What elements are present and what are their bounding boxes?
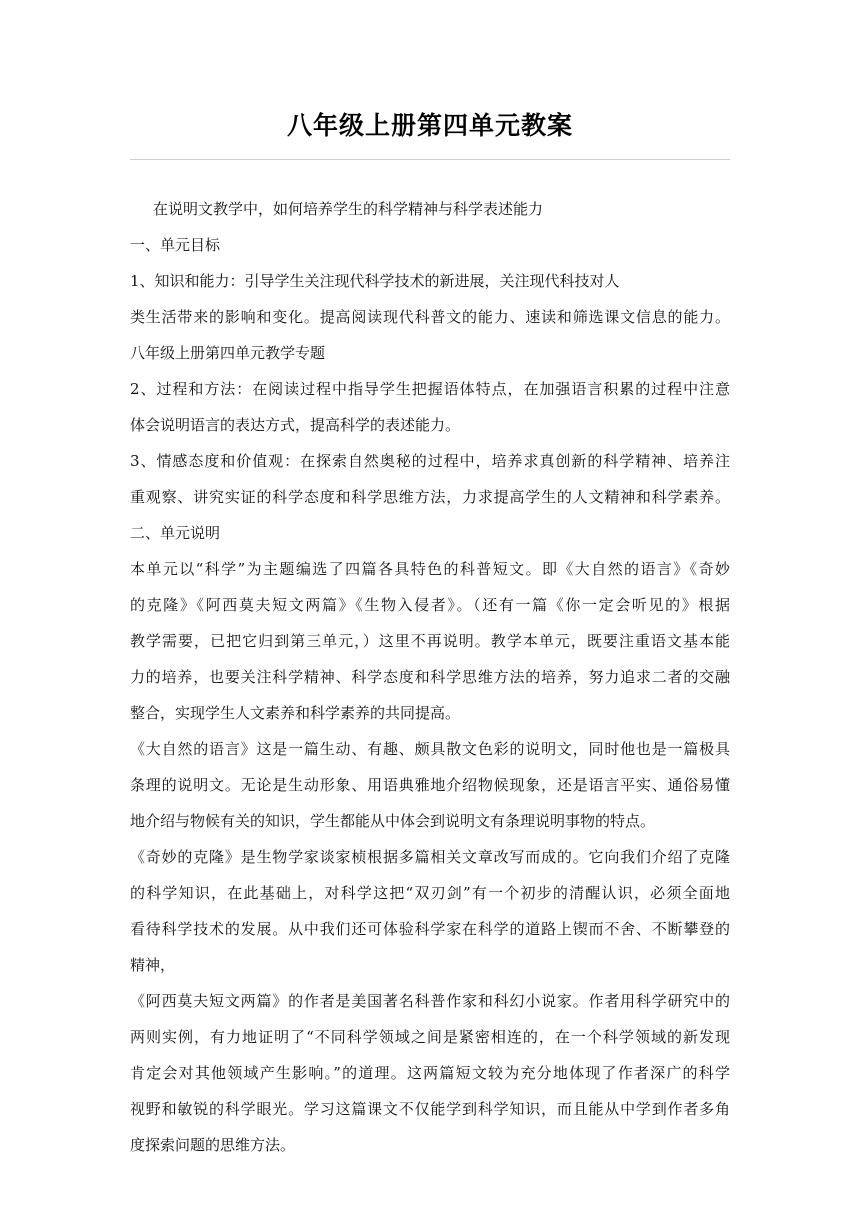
line-gap xyxy=(130,368,730,375)
line-gap xyxy=(130,224,730,231)
description-line: 的克隆》《阿西莫夫短文两篇》《生物入侵者》。（还有一篇《你一定会听见的》根据 xyxy=(130,596,730,614)
goal-2-line: 2、过程和方法：在阅读过程中指导学生把握语体特点，在加强语言积累的过程中注意 xyxy=(130,380,730,398)
line-gap xyxy=(130,260,730,267)
line-gap xyxy=(130,944,730,951)
asimov-line: 肯定会对其他领域产生影响。”的道理。这两篇短文较为充分地体现了作者深广的科学 xyxy=(130,1064,730,1082)
description-line: 本单元以“科学”为主题编选了四篇各具特色的科普短文。即《大自然的语言》《奇妙 xyxy=(130,560,730,578)
line-gap xyxy=(130,908,730,915)
section-heading-goals: 一、单元目标 xyxy=(130,236,221,254)
line-gap xyxy=(130,1016,730,1023)
line-gap xyxy=(130,980,730,987)
description-line: 力的培养，也要关注科学精神、科学态度和科学思维方法的培养，努力追求二者的交融 xyxy=(130,668,730,686)
topic-line: 八年级上册第四单元教学专题 xyxy=(130,344,326,362)
description-line: 教学需要，已把它归到第三单元，）这里不再说明。教学本单元，既要注重语文基本能 xyxy=(130,632,730,650)
intro-paragraph: 在说明文教学中，如何培养学生的科学精神与科学表述能力 xyxy=(153,200,544,218)
line-gap xyxy=(130,512,730,519)
line-gap xyxy=(130,296,730,303)
line-gap xyxy=(130,728,730,735)
line-gap xyxy=(130,404,730,411)
line-gap xyxy=(130,1124,730,1131)
line-gap xyxy=(130,1052,730,1059)
line-gap xyxy=(130,332,730,339)
line-gap xyxy=(130,440,730,447)
goal-3-line: 3、情感态度和价值观：在探索自然奥秘的过程中，培养求真创新的科学精神、培养注 xyxy=(130,452,730,470)
line-gap xyxy=(130,584,730,591)
goal-3-line: 重观察、讲究实证的科学态度和科学思维方法，力求提高学生的人文精神和科学素养。 xyxy=(130,488,730,506)
description-line: 整合，实现学生人文素养和科学素养的共同提高。 xyxy=(130,704,461,722)
asimov-line: 度探索问题的思维方法。 xyxy=(130,1136,296,1154)
line-gap xyxy=(130,656,730,663)
line-gap xyxy=(130,800,730,807)
nature-language-line: 条理的说明文。无论是生动形象、用语典雅地介绍物候现象，还是语言平实、通俗易懂 xyxy=(130,776,730,794)
asimov-line: 视野和敏锐的科学眼光。学习这篇课文不仅能学到科学知识，而且能从中学到作者多角 xyxy=(130,1100,730,1118)
line-gap xyxy=(130,1088,730,1095)
goal-1-line: 1、知识和能力：引导学生关注现代科学技术的新进展，关注现代科技对人 xyxy=(130,272,620,290)
line-gap xyxy=(130,620,730,627)
document-title: 八年级上册第四单元教案 xyxy=(286,111,573,140)
goal-2-line: 体会说明语言的表达方式，提高科学的表述能力。 xyxy=(130,416,461,434)
section-heading-description: 二、单元说明 xyxy=(130,524,221,542)
asimov-line: 两则实例，有力地证明了“不同科学领域之间是紧密相连的，在一个科学领域的新发现 xyxy=(130,1028,730,1046)
nature-language-line: 地介绍与物候有关的知识，学生都能从中体会到说明文有条理说明事物的特点。 xyxy=(130,812,656,830)
asimov-line: 《阿西莫夫短文两篇》的作者是美国著名科普作家和科幻小说家。作者用科学研究中的 xyxy=(130,992,730,1010)
clone-line: 《奇妙的克隆》是生物学家谈家桢根据多篇相关文章改写而成的。它向我们介绍了克隆 xyxy=(130,848,730,866)
clone-line: 精神， xyxy=(130,956,176,974)
line-gap xyxy=(130,548,730,555)
line-gap xyxy=(130,764,730,771)
title-divider xyxy=(130,159,730,160)
document-body xyxy=(130,195,730,1160)
nature-language-line: 《大自然的语言》这是一篇生动、有趣、颇具散文色彩的说明文，同时他也是一篇极具 xyxy=(130,740,730,758)
line-gap xyxy=(130,872,730,879)
line-gap xyxy=(130,476,730,483)
clone-line: 的科学知识，在此基础上，对科学这把“双刃剑”有一个初步的清醒认识，必须全面地 xyxy=(130,884,730,902)
line-gap xyxy=(130,692,730,699)
goal-1-line: 类生活带来的影响和变化。提高阅读现代科普文的能力、速读和筛选课文信息的能力。 xyxy=(130,308,730,326)
line-gap xyxy=(130,836,730,843)
clone-line: 看待科学技术的发展。从中我们还可体验科学家在科学的道路上锲而不舍、不断攀登的 xyxy=(130,920,730,938)
